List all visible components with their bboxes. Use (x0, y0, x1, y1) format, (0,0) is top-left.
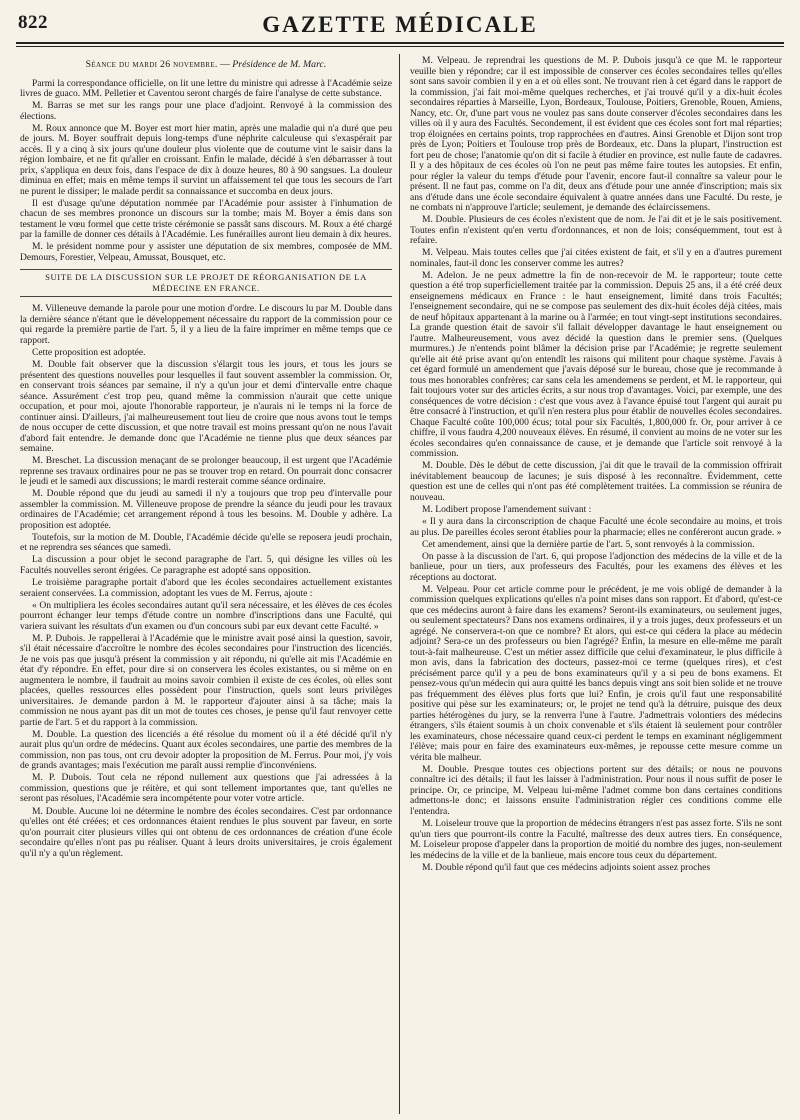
paragraph: M. Double. Dès le début de cette discussion, j'ai dit que le travail de la commission offrirait inévitablement beaucoup de lacunes; je suis disposé à les reconnaître. Évidemment, cette question est une de celles qui n'ont pas été complètement traitées. La commission se réunira de nouveau. (410, 460, 782, 503)
paragraph: M. Double fait observer que la discussion s'élargit tous les jours, et tous les jours se présentent des questions nouvelles pour lesquelles il faut souvent assembler la commission. Or, en conservant trois séances par semaine, il n'y a qu'un jour et demi d'intervalle entre chaque séance. Assurément c'est trop peu, quand même la commission n'aurait que cette unique occupation, et pour moi, ajoute l'honorable rapporteur, je n'aurais ni le temps ni la force de continuer ainsi. D'ailleurs, j'ai malheureusement tout lieu de croire que nous avons tout le temps de nous occuper de cette discussion, et que notre travail est moins pressant qu'on ne nous l'avait d'abord fait entendre. Je demande donc que l'Académie ne tienne plus que deux séances par semaine. (20, 359, 392, 455)
paragraph: M. Breschet. La discussion menaçant de se prolonger beaucoup, il est urgent que l'Académie reprenne ses travaux ordinaires pour ne pas se trouver trop en retard. On pourrait donc consacrer le jeudi et le samedi aux discussions; le mardi resterait comme séance ordinaire. (20, 455, 392, 488)
paragraph: M. Velpeau. Mais toutes celles que j'ai citées existent de fait, et s'il y en a d'autres purement nominales, faut-il donc les conserver comme les autres? (410, 247, 782, 269)
paragraph: M. P. Dubois. Tout cela ne répond nullement aux questions que j'ai adressées à la commission, questions que je réitère, et qui sont tellement importantes que, tant qu'elles ne seront pas résolues, l'Académie sera incompétente pour voter votre article. (20, 772, 392, 805)
paragraph: M. Barras se met sur les rangs pour une place d'adjoint. Renvoyé à la commission des élections. (20, 100, 392, 122)
session-separator: — (217, 59, 233, 70)
header-rule-thin (16, 46, 784, 47)
column-divider (399, 54, 400, 1114)
paragraph: « On multipliera les écoles secondaires autant qu'il sera nécessaire, et les élèves de ces écoles pourront échanger leur temps d'étude contre un nombre d'inscriptions dans une Faculté, qui variera suivant les résultats d'un examen ou d'un concours subi par eux devant cette Faculté. » (20, 599, 392, 632)
paragraph: « Il y aura dans la circonscription de chaque Faculté une école secondaire au moins, et trois au plus. De pareilles écoles seront établies pour la pharmacie; elles ne conféreront aucun grade. » (410, 516, 782, 538)
paragraph: Parmi la correspondance officielle, on lit une lettre du ministre qui adresse à l'Académie seize livres de guaco. MM. Pelletier et Caventou seront chargés de faire l'analyse de cette substance. (20, 77, 392, 99)
paragraph: M. Double. Presque toutes ces objections portent sur des détails; or nous ne pouvons connaître ici des détails; il faut les laisser à l'administration. Pour nous il nous suffit de poser le principe. Or, ce principe, M. Velpeau lui-même l'admet comme bon dans certaines conditions admettons-le donc; et laissons ensuite l'administration régler ces conditions comme elle l'entendra. (410, 763, 782, 817)
section-heading: SUITE DE LA DISCUSSION SUR LE PROJET DE RÉORGANISATION DE LA MÉDECINE EN FRANCE. (20, 269, 392, 297)
paragraph: M. Adelon. Je ne peux admettre la fin de non-recevoir de M. le rapporteur; toute cette question a été trop superficiellement traitée par la commission. Depuis 25 ans, il a été créé deux enseignemens médicaux en France : le haut enseignement, limité dans trois Facultés; l'enseignement secondaire, qui ne se compose pas seulement des dix-huit écoles déjà citées, mais de neuf hôpitaux appartenant à la marine ou à l'armée; en tout vingt-sept institutions secondaires. La grande question était de savoir s'il fallait développer davantage le haut enseignement ou l'autre. Malheureusement, vous avez décidé la question dans le premier sens. (Quelques murmures.) Je n'entends point blâmer la décision prise par l'Académie; je regrette seulement qu'elle ait été prise avant qu'on entendît les raisons qui militent pour chaque système. J'avais à cet égard formulé un amendement que j'avais déposé sur le bureau, chose que je recommande à tous mes honorables confrères; car sans cela les amendemens se perdent, et M. le rapporteur, qui fait toujours voter sur des articles écrits, a sur nous trop d'avantages. Voici, par exemple, une des conséquences de votre décision : c'est que vous avez à l'avance épuisé tout l'argent qui aurait pu être consacré à l'instruction, et qu'il n'en restera plus pour établir de nouvelles écoles secondaires. Chaque Faculté coûte 100,000 écus; total pour six Facultés, 1,800,000 fr. Or, pour arriver à ce chiffre, il vous faudra 4,200 nouveaux élèves. En résumé, il convient au moins de ne voter sur les écoles secondaires qu'en connaissance de cause, et je demande que l'article soit renvoyé à la commission. (410, 269, 782, 460)
paragraph: Le troisième paragraphe portait d'abord que les écoles secondaires actuellement existantes seraient conservées. La commission, adoptant les vues de M. Ferrus, ajoute : (20, 577, 392, 599)
paragraph: M. le président nomme pour y assister une députation de six membres, composée de MM. Demours, Forestier, Velpeau, Amussat, Bousquet, etc. (20, 241, 392, 263)
session-date: Séance du mardi 26 novembre. (85, 59, 218, 70)
paragraph: M. Villeneuve demande la parole pour une motion d'ordre. Le discours lu par M. Double dans la dernière séance n'étant que le développement nécessaire du rapport de la commission pour ce qui regarde la première partie de l'art. 5, il y a lieu de la faire imprimer en même temps que ce rapport. (20, 303, 392, 346)
paragraph: M. Loiseleur trouve que la proportion de médecins étrangers n'est pas assez forte. S'ils ne sont qu'un tiers que pourront-ils contre la Faculté, maîtresse des deux autres tiers. En conséquence, M. Loiseleur propose d'appeler dans la proportion de moitié du nombre des juges, non-seulement les médecins de la ville et de la banlieue, mais encore tous ceux du département. (410, 818, 782, 861)
left-column (20, 56, 392, 1112)
journal-title: GAZETTE MÉDICALE (262, 12, 538, 37)
paragraph: M. Velpeau. Je reprendrai les questions de M. P. Dubois jusqu'à ce que M. le rapporteur veuille bien y répondre; car il est impossible de conserver ces écoles secondaires telles qu'elles sont sans savoir combien il y en a et où elles sont. Ne trouvant rien à cet égard dans le rapport de la commission, j'ai fait moi-même quelques recherches, et j'ai trouvé qu'il y a dix-huit écoles secondaires réparties à Marseille, Lyon, Bordeaux, Toulouse, Poitiers, Grenoble, Rouen, Amiens, Nancy, etc. Or, d'une part vous ne voulez pas sans doute conserver d'écoles secondaires dans les villes où il y aura des Facultés. Secondement, il est évident que ces écoles sont fort mal réparties; trop éloignées en certains points, trop rapprochées en d'autres. Ainsi Grenoble et Dijon sont trop près de Lyon; Poitiers et Toulouse trop près de Bordeaux, etc. Dans la plupart, l'instruction est fort peu de chose; l'anatomie qu'on dit si facile à étudier en province, est nulle faute de cadavres. Il y a des hôpitaux de ces écoles où l'on ne peut pas même faire toutes les autopsies. Et enfin, pour régler la valeur du temps d'étude pour l'avenir, encore faut-il connaître sa valeur pour le présent. Il ne faut pas, comme on l'a dit, deux ans d'étude pour une année d'inscription; mais six ans d'étude dans une école secondaire équivalent à quatre années dans une Faculté. Du reste, je ne combats ni n'approuve l'article; seulement, je demande des éclaircissemens. (410, 56, 782, 213)
paragraph: Cette proposition est adoptée. (32, 346, 146, 358)
paragraph: M. Velpeau. Pour cet article comme pour le précédent, je me vois obligé de demander à la commission quelques explications qu'elles n'a point mises dans son rapport. Et d'abord, qu'est-ce que ces médecins auront à faire dans les examens? Seront-ils examinateurs, ou seulement juges, ou seulement spectateurs? Dans nos examens ordinaires, il y a trois juges, deux professeurs et un agrégé. Ne conservera-t-on que ce nombre? Et alors, qui est-ce qui cédera la place au médecin adjoint? Sera-ce un des professeurs ou bien l'agrégé? Enfin, la mesure en elle-même me paraît tout-à-fait malheureuse. C'est un métier assez difficile que celui d'examinateur, le plus difficile à mon avis, dans la fabrication des docteurs, passez-moi ce terme (quelques rires), et c'est précisément parce qu'il y a peu de bons examinateurs qu'il y a si peu de bons examens. Et pensez-vous qu'un médecin qui aura quitté les bancs depuis vingt ans soit bien solide et ne trouve pas fréquemment des élèves plus forts que lui? Enfin, je crois qu'il faut une responsabilité positive qui pèse sur les examinateurs; or, le projet ne tend qu'à la détruire, puisque des deux parties hétérogènes du jury, se la renverra l'une à l'autre. J'admettrais volontiers des médecins étrangers, s'ils étaient soumis à un choix convenable et s'ils étaient là seulement pour contrôler les examinateurs, chose nécessaire quand ceux-ci perdent le temps en examinant négligemment l'élève; mais pour en faire des examinateurs eux-mêmes, je repousse cette mesure comme un vérita ble malheur. (410, 583, 782, 763)
header-rule (16, 42, 784, 44)
paragraph: M. Double. Plusieurs de ces écoles n'existent que de nom. Je l'ai dit et je le sais positivement. Toutes enfin n'existent qu'en vertu d'ordonnances, et non de lois; conséquemment, tout est à refaire. (410, 214, 782, 247)
session-heading (20, 60, 392, 71)
paragraph: Cet amendement, ainsi que la dernière partie de l'art. 5, sont renvoyés à la commission. (422, 538, 755, 550)
paragraph: M. P. Dubois. Je rappellerai à l'Académie que le ministre avait posé ainsi la question, savoir, s'il était nécessaire d'accroître le nombre des écoles secondaires pour l'instruction des licenciés. Je ne vois pas que jusqu'à présent la commission y ait répondu, ni qu'elle ait mis l'Académie en état d'y répondre. En effet, pour dire si on conservera les écoles existantes, ou si même on en augmentera le nombre, il faudrait au moins savoir combien il existe de ces écoles, où elles sont placées, quelles ressources elles possèdent pour l'instruction, quels sont leurs privilèges universitaires. Je demande pardon à M. le rapporteur d'ajouter ainsi à sa tâche; mais la commission ne nous ayant pas dit un mot de toutes ces choses, je pense qu'il faut renvoyer cette partie de l'art. 5 et du rapport à la commission. (20, 632, 392, 728)
paragraph: M. Double. Aucune loi ne détermine le nombre des écoles secondaires. C'est par ordonnance qu'elles ont été créées; et ces ordonnances étaient rendues le plus souvent par faveur, en sorte qu'on pourrait citer plusieurs villes qui ont obtenu de ces ordonnances de création d'une école secondaire qu'elles n'ont pas pu réaliser. Quant à leurs droits universitaires, je crois également qu'il n'y a qu'un règlement. (20, 805, 392, 859)
paragraph: Toutefois, sur la motion de M. Double, l'Académie décide qu'elle se reposera jeudi prochain, et ne reprendra ses séances que samedi. (20, 531, 392, 554)
paragraph: La discussion a pour objet le second paragraphe de l'art. 5, qui désigne les villes où les Facultés nouvelles seront érigées. Ce paragraphe est adopté sans opposition. (20, 554, 392, 576)
paragraph: M. Double répond que du jeudi au samedi il n'y a toujours que trop peu d'intervalle pour assembler la commission. M. Villeneuve propose de prendre la séance du jeudi pour les travaux ordinaires de l'Académie; cet arrangement répond à tous les besoins. M. Double y adhère. La proposition est adoptée. (20, 488, 392, 531)
paragraph: M. Roux annonce que M. Boyer est mort hier matin, après une maladie qui n'a duré que peu de jours. M. Boyer souffrait depuis long-temps d'une néphrite calculeuse qui s'exaspérait par accès. Il y a cinq à six jours qu'une douleur plus violente que de coutume vint le saisir dans la région lombaire, et ne fit qu'aller en croissant. Enfin le malade, décidé à s'en débarrasser à tout prix, s'appliqua en deux fois, dans l'espace de dix à douze heures, 80 à 90 sangsues. La douleur diminua en effet; mais en même temps il survint un affaissement tel que tous les secours de l'art ne purent le dissiper; le malade perdit sa connaissance et succomba en deux jours. (20, 122, 392, 197)
paragraph: M. Double. La question des licenciés a été résolue du moment où il a été décidé qu'il n'y aurait plus qu'un ordre de médecins. Quant aux écoles secondaires, une partie des membres de la commission, non pas tous, ont cru devoir adopter la proposition de M. Ferrus. Pour moi, j'y vois de grands avantages; mais l'exécution me paraît aussi remplie d'inconvéniens. (20, 728, 392, 772)
paragraph: On passe à la discussion de l'art. 6, qui propose l'adjonction des médecins de la ville et de la banlieue, pour un tiers, aux professeurs des Facultés, pour les examens des élèves et les réceptions au doctorat. (410, 550, 782, 583)
paragraph: Il est d'usage qu'une députation nommée par l'Académie pour assister à l'inhumation de chacun de ses membres prononce un discours sur la tombe; mais M. Boyer a émis dans son testament le vœu formel que cette triste cérémonie se passât sans discours. M. Roux a été chargé par la famille de donner ces détails à l'Académie. Les funérailles auront lieu demain à dix heures. (20, 197, 392, 241)
paragraph: M. Lodibert propose l'amendement suivant : (422, 503, 592, 515)
session-presidence: Présidence de M. Marc. (232, 59, 327, 70)
paragraph: M. Double répond qu'il faut que ces médecins adjoints soient assez proches (422, 861, 711, 873)
page-number: 822 (18, 12, 48, 33)
right-column (410, 56, 782, 1112)
